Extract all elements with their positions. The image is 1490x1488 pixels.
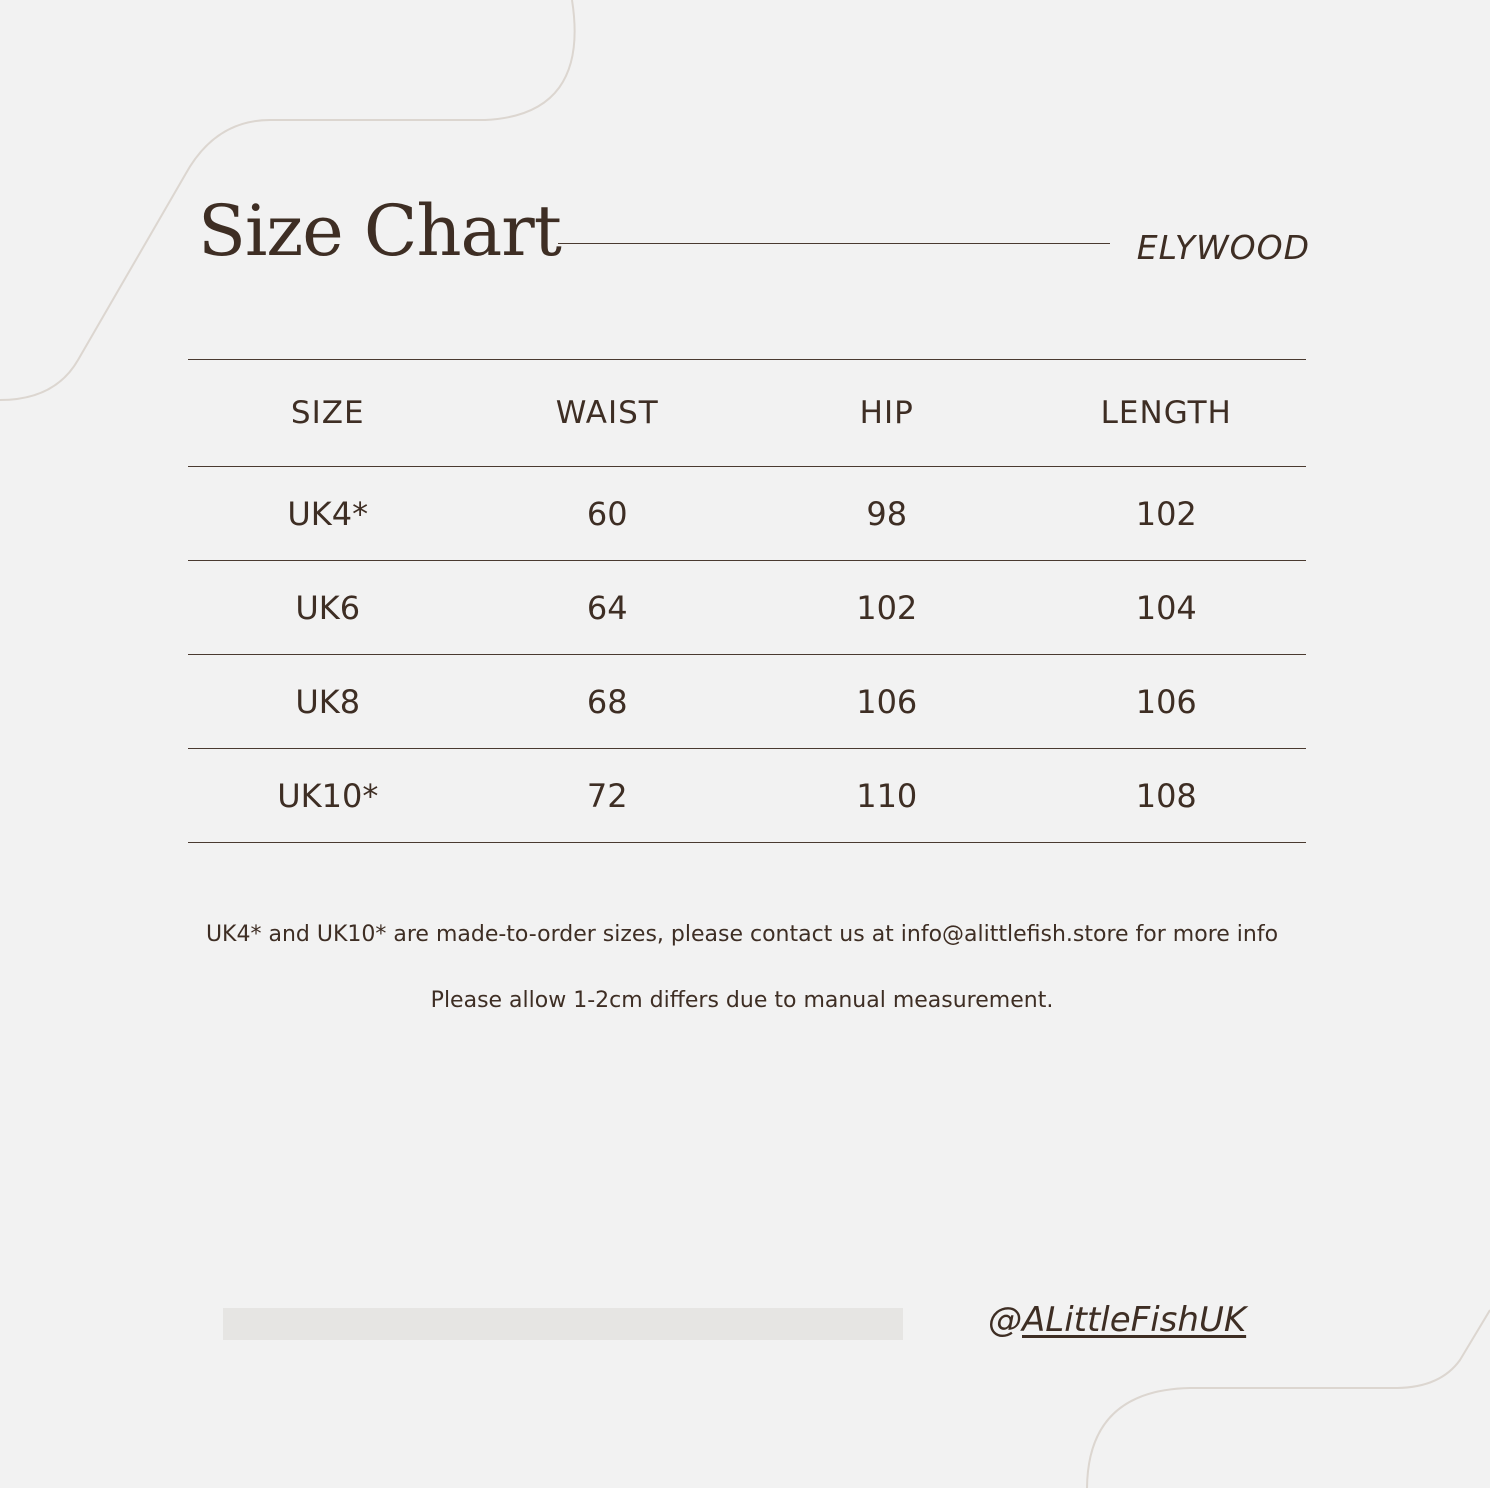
cell-length: 104 — [1135, 588, 1197, 627]
at-sign: @ — [988, 1300, 1022, 1340]
table-row — [188, 749, 1306, 843]
cell-hip: 102 — [856, 588, 918, 627]
social-handle-link[interactable]: ALittleFishUK — [1022, 1300, 1247, 1340]
cell-waist: 64 — [586, 588, 628, 627]
cell-length: 108 — [1135, 776, 1197, 815]
table-header-row — [188, 360, 1306, 467]
cell-waist: 68 — [586, 682, 628, 721]
cell-hip: 110 — [856, 776, 918, 815]
made-to-order-note: UK4* and UK10* are made-to-order sizes, please contact us at info@alittlefish.store for more info — [205, 922, 1279, 947]
cell-waist: 60 — [586, 494, 628, 533]
title-divider — [558, 243, 1110, 244]
header-hip: HIP — [859, 395, 914, 431]
cell-waist: 72 — [586, 776, 628, 815]
cell-hip: 98 — [866, 494, 908, 533]
cell-hip: 106 — [856, 682, 918, 721]
table-row — [188, 655, 1306, 749]
brand-name: ELYWOOD — [1136, 228, 1310, 267]
size-table — [188, 359, 1306, 843]
header-waist: WAIST — [555, 395, 659, 431]
cell-size: UK6 — [295, 588, 361, 627]
social-handle[interactable] — [988, 1300, 1246, 1340]
header-length: LENGTH — [1100, 395, 1232, 431]
cell-size: UK4* — [287, 494, 369, 533]
measurement-note: Please allow 1-2cm differs due to manual measurement. — [430, 988, 1054, 1013]
cell-size: UK8 — [295, 682, 361, 721]
page-title: Size Chart — [198, 190, 561, 272]
footer-bar — [223, 1308, 903, 1340]
cell-size: UK10* — [277, 776, 379, 815]
cell-length: 102 — [1135, 494, 1197, 533]
cell-length: 106 — [1135, 682, 1197, 721]
header-size: SIZE — [290, 395, 365, 431]
table-row — [188, 467, 1306, 561]
table-row — [188, 561, 1306, 655]
